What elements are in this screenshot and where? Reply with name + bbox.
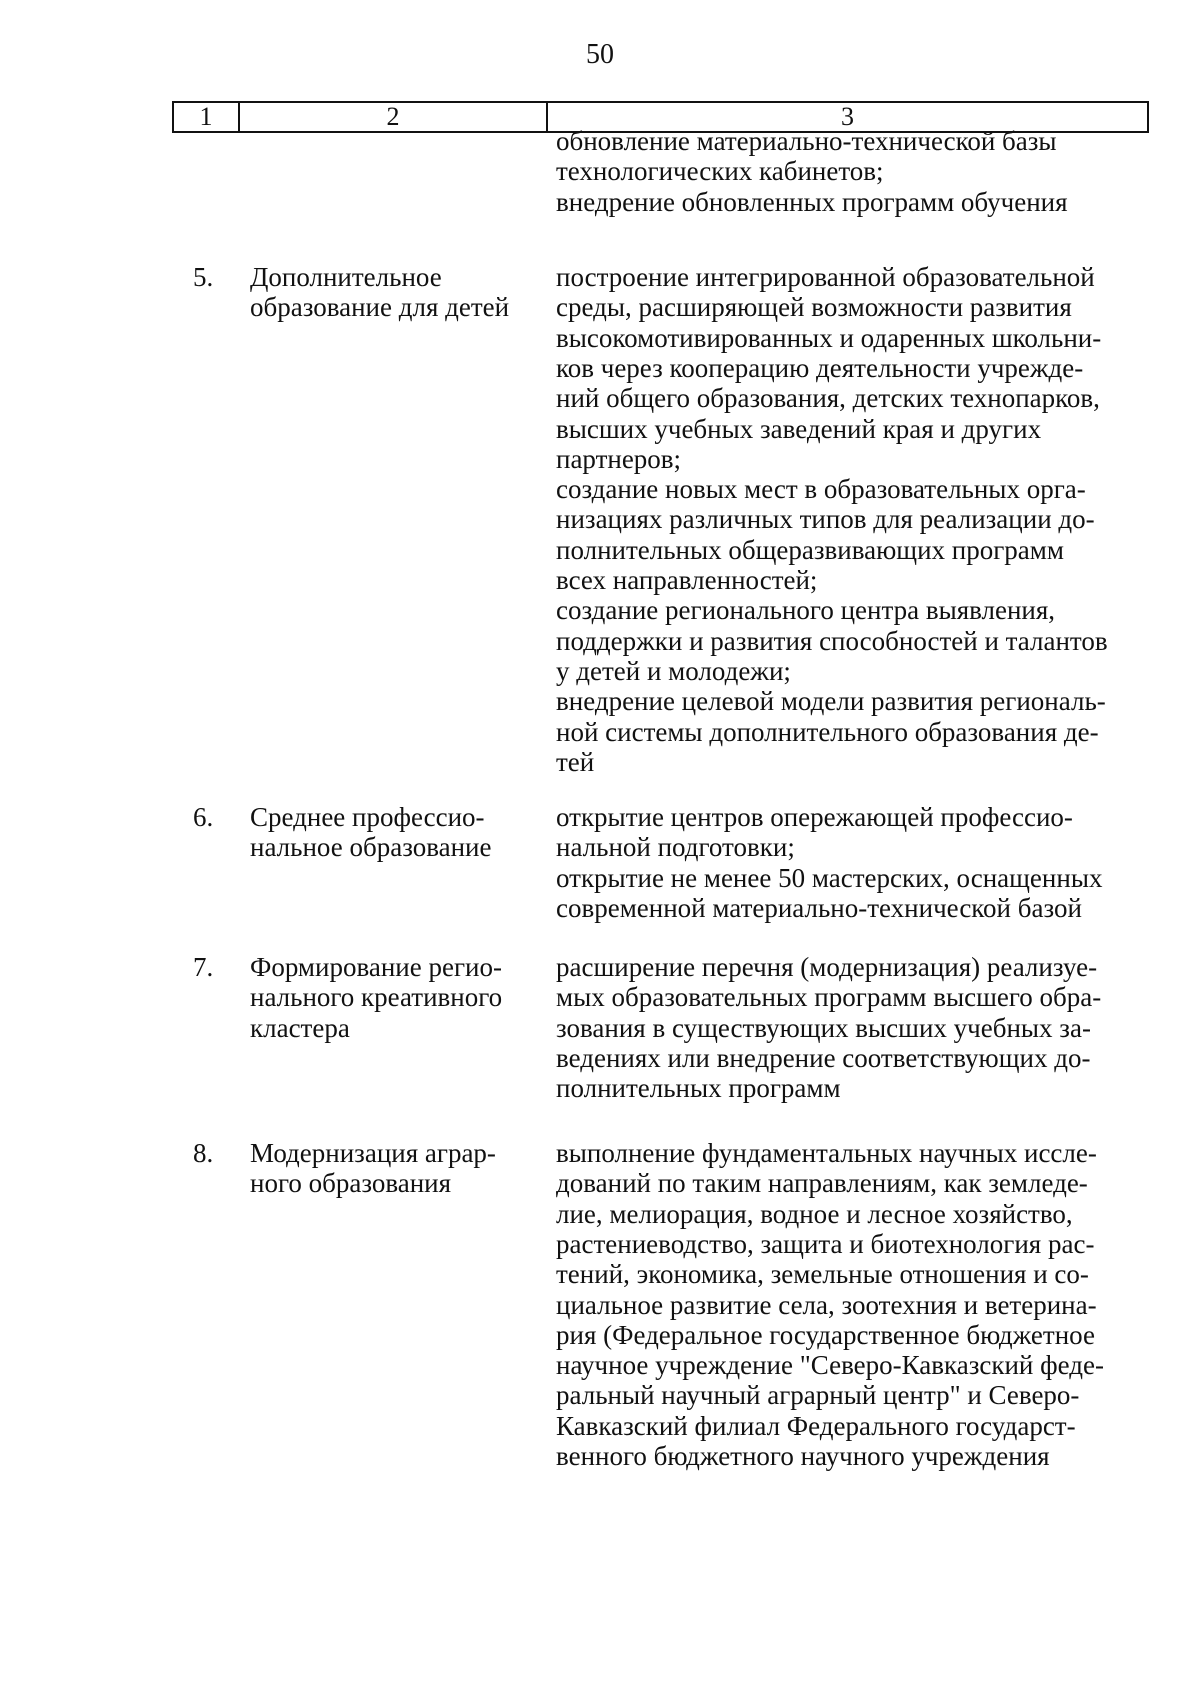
- row-description-line: тей: [556, 746, 595, 777]
- row-number: 8.: [193, 1138, 214, 1168]
- row-description-line: среды, расширяющей возможности развития: [556, 292, 1072, 323]
- row-name-line: нальное образование: [250, 832, 492, 863]
- row-number: 6.: [193, 802, 214, 832]
- row-description-line: Кавказский филиал Федерального государст-: [556, 1410, 1076, 1441]
- row-name-line: Модернизация аграр-: [250, 1138, 496, 1168]
- row-description-line: выполнение фундаментальных научных иссле-: [556, 1138, 1097, 1168]
- row-name-line: образование для детей: [250, 292, 510, 323]
- row-description-line: поддержки и развития способностей и талантов: [556, 625, 1108, 656]
- row-name-line: Среднее профессио-: [250, 802, 485, 832]
- row-description-line: низациях различных типов для реализации до-: [556, 504, 1095, 535]
- row-description-line: внедрение целевой модели развития региональ-: [556, 686, 1106, 717]
- row-name-line: нального креативного: [250, 982, 503, 1013]
- continuation-line: обновление материально-технической базы: [556, 126, 1057, 156]
- row-number: 5.: [193, 262, 214, 292]
- row-number: 7.: [193, 952, 214, 982]
- row-description-line: ков через кооперацию деятельности учрежде-: [556, 352, 1084, 383]
- row-description-line: современной материально-технической базой: [556, 892, 1082, 923]
- row-description-line: всех направленностей;: [556, 565, 818, 595]
- row-description-line: полнительных общеразвивающих программ: [556, 534, 1064, 565]
- row-description-line: построение интегрированной образовательной: [556, 262, 1095, 292]
- row-description-line: ведениях или внедрение соответствующих до-: [556, 1042, 1091, 1073]
- row-description-line: тений, экономика, земельные отношения и со-: [556, 1259, 1089, 1290]
- row-description-line: ний общего образования, детских технопарков,: [556, 383, 1100, 414]
- row-description-line: открытие центров опережающей профессио-: [556, 802, 1073, 832]
- row-description-line: у детей и молодежи;: [556, 655, 791, 686]
- row-description-line: высших учебных заведений края и других: [556, 413, 1042, 444]
- row-description-line: партнеров;: [556, 443, 682, 474]
- row-description-line: растениеводство, защита и биотехнология рас-: [556, 1228, 1095, 1259]
- row-description-line: мых образовательных программ высшего обра-: [556, 982, 1102, 1013]
- row-description-line: научное учреждение "Северо-Кавказский феде-: [556, 1350, 1104, 1381]
- row-description-line: открытие не менее 50 мастерских, оснащенных: [556, 862, 1103, 893]
- row-name-line: Формирование регио-: [250, 952, 502, 982]
- row-description-line: ной системы дополнительного образования де-: [556, 716, 1099, 747]
- page-number: 50: [586, 39, 614, 70]
- row-description-line: нальной подготовки;: [556, 832, 795, 863]
- row-description-line: расширение перечня (модернизация) реализуе-: [556, 952, 1098, 982]
- row-description-line: дований по таким направлениям, как земледе-: [556, 1168, 1088, 1199]
- continuation-line: внедрение обновленных программ обучения: [556, 186, 1068, 217]
- row-name-line: кластера: [250, 1012, 350, 1043]
- row-description-line: создание новых мест в образовательных орга-: [556, 474, 1086, 505]
- row-description-line: ральный научный аграрный центр" и Северо-: [556, 1380, 1080, 1411]
- row-description-line: рия (Федеральное государственное бюджетное: [556, 1319, 1095, 1350]
- row-description-line: лие, мелиорация, водное и лесное хозяйство,: [556, 1198, 1073, 1229]
- row-description-line: циальное развитие села, зоотехния и ветерина-: [556, 1289, 1097, 1320]
- continuation-line: технологических кабинетов;: [556, 156, 884, 187]
- row-description-line: создание регионального центра выявления,: [556, 595, 1056, 626]
- row-description-line: зования в существующих высших учебных за-: [556, 1012, 1091, 1043]
- header-cell-1: 1: [174, 103, 240, 131]
- row-description-line: высокомотивированных и одаренных школьни-: [556, 322, 1102, 353]
- row-name-line: Дополнительное: [250, 262, 442, 292]
- header-cell-2: 2: [240, 103, 548, 131]
- header-cell-3: 3: [841, 102, 854, 131]
- row-description-line: венного бюджетного научного учреждения: [556, 1441, 1050, 1471]
- row-name-line: ного образования: [250, 1168, 452, 1199]
- row-description-line: полнительных программ: [556, 1073, 841, 1104]
